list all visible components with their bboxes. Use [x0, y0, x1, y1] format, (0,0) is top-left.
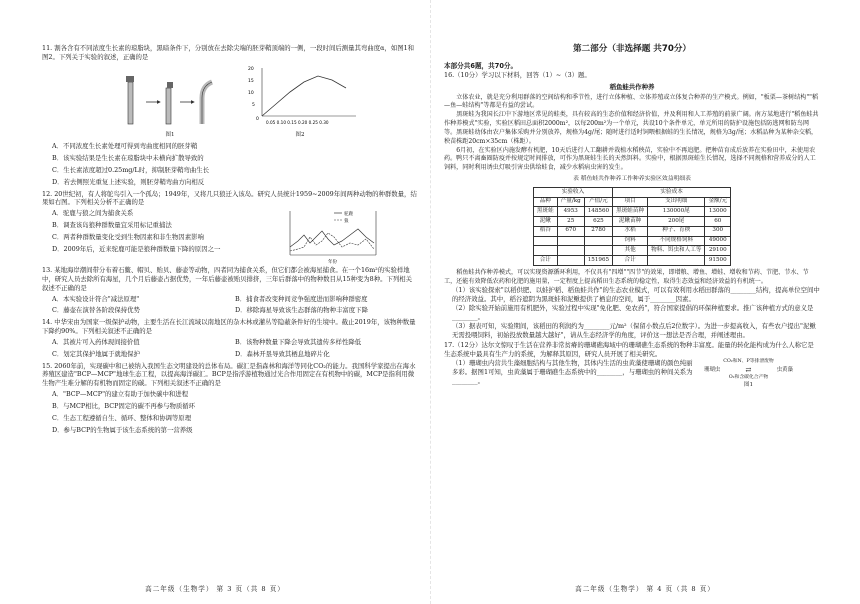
table-cell: 不同规格饲料 — [648, 236, 705, 246]
table-cell: 151965 — [584, 256, 612, 266]
article-paragraph-2: 黑斑蛙为我国长江中下游地区常见的蛙类，具有较高的生态价值和经济价值，并及利用和人工养殖的前景广阔。南方某地进行"稻鱼蛙共作种养模式"实验，实验区稻田总面积2000m²，以每200m²为一个单元，共设10个条件单元，单元所用的防护设施包括防逃网和防鸟网等。黑斑蛙幼体由农户集体采购并分别放养，规格为4g/尾；随时进行适时饲喂根据蛙的生长情况，规格为3g/尾；水稻品种为某种杂交稻，秧苗株距20cm×35cm（株距）。 — [444, 111, 819, 145]
q11-stem: 11. 割各含有不同浓度生长素的琼脂块，黑暗条件下，分别放在去除尖端的胚芽鞘顶端的一侧，一段时间后测量其弯曲度α，如图1和图2。下列关于实验的叙述，正确的是 — [42, 44, 415, 61]
table-cell: 水稻 — [613, 226, 648, 236]
q17-fig1-caption: 图1 — [743, 381, 754, 388]
question-13 — [42, 266, 418, 315]
table-cell: 2780 — [584, 226, 612, 236]
table-cell: 300 — [705, 226, 731, 236]
th-amount: 金额/元 — [705, 197, 731, 207]
q11-option-a: A．不同浓度生长素处理可得到弯曲度相同的胚芽鞘 — [52, 142, 198, 151]
svg-text:0: 0 — [256, 116, 259, 122]
table-cell: 饲料 — [613, 236, 648, 246]
q11-option-c: C．生长素浓度超过0.25mg/L时，抑制胚芽鞘弯曲生长 — [52, 165, 210, 174]
table-group-income: 实验收入 — [533, 188, 612, 198]
q15-option-a: A．"BCP—MCP"的建立有助于加快碳中和进程 — [52, 390, 189, 399]
q16-subquestion-1: （1）该实验探索"以稻供肥、以蛙护稻、稻鱼蛙共作"的生态农业模式，可以有效利用水稻田群落的________结构，提高单位空间中的经济效益。其中，稻谷遮阴为黑斑蛙和泥鳅提供了栖息的空间，属于________因素。 — [452, 286, 820, 304]
table-cell: 29100 — [705, 246, 731, 256]
table-cell — [584, 246, 612, 256]
q12-stem: 12. 20世纪初，有人将鸵鸟引入一个孤岛；1949年，又将几只狼迁入该岛。研究人员统计1959~2009年间两种动物的种群数量，结果如右图。下列相关分析不正确的是 — [42, 189, 417, 207]
q13-option-d: D．移除海星导致该生态群落的物种丰富度下降 — [235, 306, 368, 315]
q13-stem: 13. 某地海岸潮间带分布着石鳖、帽贝、贻贝、藤壶等动物，四者同为捕食关系，但它们都会被海星捕食。在一个16m²的实验样地中，研究人员去除所有海星，几个月后藤壶占据优势，一年后藤壶被贻贝排挤，三年后群落中的物种数目从15种变为8种。下列相关叙述不正确的是 — [42, 266, 413, 292]
svg-text:5: 5 — [252, 102, 255, 108]
table-cell: 泥鳅 — [533, 217, 557, 227]
table-row-total — [533, 256, 730, 266]
left-page-footer: 高二年级（生物学） 第 3 页（共 8 页） — [145, 584, 285, 593]
table-cell: 200尾 — [648, 217, 705, 227]
question-12 — [42, 190, 418, 266]
q17-subquestion-1: （1）珊瑚虫内营共生藻细胞结构与其他生物，其体内生活的虫黄藻使珊瑚的颜色纯丽多彩。据图1可知，虫黄藻属于珊瑚礁生态系统中的________，与珊瑚虫的种间关系为________。 — [452, 359, 693, 385]
q13-option-c: C．藤壶在演替各阶段保持优势 — [52, 306, 140, 315]
table-cell: 合计 — [533, 256, 557, 266]
bending-chart — [240, 64, 360, 130]
q11-fig1-caption: 图1 — [165, 132, 175, 139]
table-cell: 60 — [705, 217, 731, 227]
svg-text:10: 10 — [248, 90, 254, 96]
q12-option-b: B．调查该岛狼种群数量宜采用标记重捕法 — [52, 221, 172, 229]
q16-subquestion-2: （2）除实验开始前施用有机肥外，实验过程中实现"免化肥、免农药"，符合国家提倡的环保种植要求。推广该种植方式的意义是________。 — [452, 304, 814, 321]
diagram-top-label: CO₂和N、P等排泄废物 — [723, 359, 774, 365]
table-cell — [648, 256, 705, 266]
table-cell: 13000 — [705, 207, 731, 217]
benefit-table — [533, 187, 731, 266]
table-cell — [557, 256, 584, 266]
q13-option-a: A．本实验设计符合"减法原理" — [52, 294, 140, 303]
svg-text:20: 20 — [248, 66, 254, 72]
table-cell: 黑斑蛙苗种 — [613, 207, 648, 217]
q13-option-b: B．捕食者改变种间竞争强度进而影响种群密度 — [235, 294, 368, 303]
population-chart — [272, 207, 392, 265]
th-output: 产值/元 — [584, 197, 612, 207]
arrow-right-icon: ⇄ — [745, 365, 752, 374]
q14-option-b: B．该物种数量下降会导致其遗传多样性降低 — [235, 337, 362, 346]
svg-text:15: 15 — [248, 78, 254, 84]
coleoptile-diagram — [122, 68, 218, 130]
right-page — [430, 0, 860, 604]
x-axis-label: 年份 — [328, 260, 337, 266]
table-cell: 泥鳅苗种 — [613, 217, 648, 227]
table-title: 表 稻鱼蛙共作种养工作种养实验区效益明细表 — [573, 176, 691, 183]
q11-option-d: D．若去侧照光重复上述实验，则胚芽鞘弯曲方向相反 — [52, 177, 205, 186]
diagram-coral: 珊瑚虫 — [704, 366, 721, 373]
table-cell — [533, 236, 557, 246]
q16-subquestion-3: （3）据表可知，实验期间，该稻田的利润约为________元/m²（保留小数点后2位数字）。为进一步提高收入，有些农户提出"泥鳅无需投喂饲料，初始投放数量越大越好"，请从生态经济学的角度，评价这一想法是否合理，并阐述理由。 — [452, 321, 816, 339]
q15-option-b: B．与MCP相比，BCP固定的碳不再参与物质循环 — [52, 401, 196, 410]
legend-wolf: 狼 — [344, 219, 349, 225]
diagram-bottom-label: O₂和含碳化合产物 — [728, 375, 769, 381]
table-cell: 670 — [557, 226, 584, 236]
table-cell: 130000尾 — [648, 207, 705, 217]
q11-fig2-caption: 图2 — [295, 132, 305, 139]
q14-option-d: D．森林开垦导致其栖息地碎片化 — [235, 349, 330, 358]
q12-option-d: D．2009年后，近来驼鹿可能是狼种群数量下降的原因之一 — [52, 244, 221, 253]
table-row — [533, 217, 730, 227]
article-paragraph-3: 6月初，在实验区内施发酵有机肥，10天后进行人工翻耕并栽植水稻秧苗，实验中不再追肥。把种苗育成后放养在实验田中，未使用农药。鸭只不离畜圈防疫并按规定时间排放，可作为黑斑蛙生长的天然饵料。实验中，根据黑斑蛙生长情况，选择不同规格和营养成分的人工饲料，同时利用诱虫灯吸引害虫供给蛙食，减少水稻病虫害的发生。 — [444, 146, 816, 172]
table-header-row — [533, 197, 730, 207]
table-row — [533, 226, 730, 236]
table-header-group — [533, 188, 730, 198]
table-cell: 625 — [584, 217, 612, 227]
q16-stem: 16.（10分）学习以下材料，回答（1）~（3）题。 — [444, 70, 591, 79]
q14-option-c: C．划定其保护地属于就地保护 — [52, 349, 140, 358]
table-cell: 25 — [557, 217, 584, 227]
table-row — [533, 236, 730, 246]
svg-text:0.05 0.10 0.15 0.20 0.25 0.30: 0.05 0.10 0.15 0.20 0.25 0.30 — [266, 119, 329, 125]
th-detail: 支出明细 — [648, 197, 705, 207]
q12-option-a: A．驼鹿与狼之间为捕食关系 — [52, 209, 134, 218]
q14-option-a: A．其被片可入药体现间接价值 — [52, 337, 140, 346]
legend-moose: 驼鹿 — [344, 212, 353, 218]
th-variety: 品种 — [533, 197, 557, 207]
q11-figure2 — [240, 64, 360, 141]
q17-diagram — [704, 359, 793, 390]
table-cell — [557, 236, 584, 246]
q15-option-c: C．生态工程遵循自生、循环、整体和协调等原理 — [52, 413, 192, 422]
q12-option-c: C．两者种群数量变化受到生物因素和非生物因素影响 — [52, 232, 204, 241]
section-title: 第二部分（非选择题 共70分） — [572, 44, 692, 54]
article-title: 稻鱼蛙共作种养 — [609, 82, 655, 91]
q11-figures — [122, 64, 418, 141]
q15-stem: 15. 2060年前，实现碳中和已被纳入我国生态文明建设的总体布局。碳汇是指森林和海洋等同化CO₂的能力。我国科学家提出在海水养殖区建造"BCP—MCP"地球生态工程，以提高海洋碳汇。BCP是指浮游植物通过光合作用固定在有机物中的碳，MCP是指利用微生物产生难分解的有机物而固定的碳。下列相关叙述不正确的是 — [42, 361, 416, 388]
table-group-cost: 实验成本 — [613, 188, 731, 198]
article-paragraph-1: 立体农业，就是充分利用群落的空间结构和季节性，进行立体种植、立体养殖或立体复合种养的生产模式。例如，"板栗—茶树结构""稻—鱼—蛙结构"等都是有益的尝试。 — [444, 93, 819, 110]
table-cell: 合计 — [613, 256, 648, 266]
th-item: 项目 — [613, 197, 648, 207]
question-14 — [42, 318, 418, 358]
table-cell: 其他 — [613, 246, 648, 256]
article-paragraph-4: 稻鱼蛙共作种养模式，可以实现资源循环利用，不仅具有"四增""四节"的效果，即增粮、增鱼、增蛙、增收和节药、节肥、节水、节工，还能有效降低农药和化肥的施用量，一定程度上提高稻田生态系统的稳定性，取得生态效益和经济效益的有机统一。 — [444, 268, 809, 285]
q11-option-b: B．该实验结果是生长素在琼脂块中未横向扩散导致的 — [52, 154, 204, 163]
table-cell — [533, 246, 557, 256]
table-cell — [584, 236, 612, 246]
table-cell: 91500 — [705, 256, 731, 266]
table-cell: 物料、饵虫和人工等 — [648, 246, 705, 256]
question-15 — [42, 362, 418, 435]
q12-body — [42, 207, 418, 265]
table-cell — [557, 246, 584, 256]
q14-stem: 14. 中华宋由为国家一级保护动物，主要生活在长江流域以南地区的杂木林或灌丛等隐蔽条件好的生境中。截止2019年，该物种数量下降约90%。下列相关叙述不正确的是 — [42, 318, 416, 336]
th-yield: 产量/kg — [557, 197, 584, 207]
q17-body — [444, 359, 820, 390]
section-note: 本部分共6题，共70分。 — [444, 61, 518, 70]
table-row — [533, 207, 730, 217]
table-cell: 稻谷 — [533, 226, 557, 236]
q11-figure1 — [122, 68, 218, 141]
right-page-footer: 高二年级（生物学） 第 4 页（共 8 页） — [575, 584, 715, 593]
q15-option-d: D．参与BCP的生物属于该生态系统的第一营养级 — [52, 425, 193, 434]
table-cell: 148560 — [584, 207, 612, 217]
table-cell: 49000 — [705, 236, 731, 246]
table-cell: 黑斑蛙 — [533, 207, 557, 217]
table-cell: 种子、育秧 — [648, 226, 705, 236]
table-cell: 4953 — [557, 207, 584, 217]
question-11 — [42, 44, 418, 187]
q17-stem: 17.（12分）达尔文惊叹于生活在营养非常贫瘠的珊瑚礁海域中的珊瑚礁生态系统的物种丰富度。能量的转化能构成为什么人称它是生态系统中最具有生产力的系统，为解释其原因，研究人员开展了相关研究。 — [444, 341, 814, 359]
table-row — [533, 246, 730, 256]
diagram-zooxanthellae: 虫黄藻 — [776, 366, 793, 373]
